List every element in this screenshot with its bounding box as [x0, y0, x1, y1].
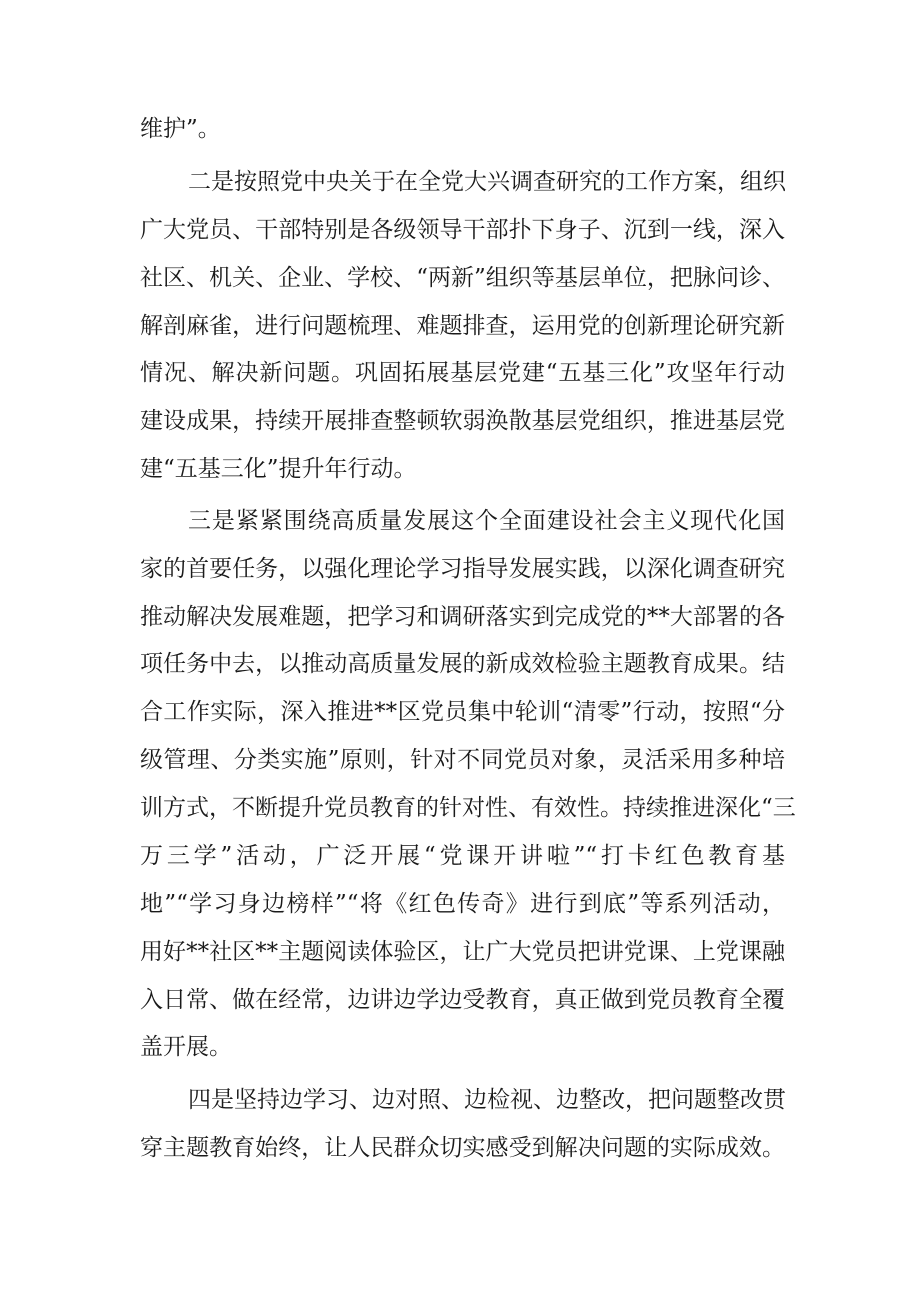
- paragraph-2-line-5: 情况、解决新问题。巩固拓展基层党建“五基三化”攻坚年行动: [140, 360, 785, 386]
- paragraph-3-line-10: 用好**社区**主题阅读体验区，让广大党员把讲党课、上党课融: [140, 939, 785, 965]
- paragraph-3-line-5: 合工作实际，深入推进**区党员集中轮训“清零”行动，按照“分: [140, 699, 785, 725]
- paragraph-3-line-1: 三是紧紧围绕高质量发展这个全面建设社会主义现代化国: [188, 508, 785, 534]
- paragraph-2-line-4: 解剖麻雀，进行问题梳理、难题排查，运用党的创新理论研究新: [140, 313, 785, 339]
- paragraph-1-line-1: 维护”。: [140, 116, 221, 142]
- paragraph-3-line-7: 训方式，不断提升党员教育的针对性、有效性。持续推进深化“三: [140, 795, 796, 821]
- paragraph-4-line-1: 四是坚持边学习、边对照、边检视、边整改，把问题整改贯: [188, 1087, 786, 1113]
- paragraph-3-line-9: 地”“学习身边榜样”“将《红色传奇》进行到底”等系列活动，: [140, 891, 785, 917]
- paragraph-3-line-11: 入日常、做在经常，边讲边学边受教育，真正做到党员教育全覆: [140, 987, 785, 1013]
- paragraph-2-line-2: 广大党员、干部特别是各级领导干部扑下身子、沉到一线，深入: [140, 217, 785, 243]
- paragraph-3-line-12: 盖开展。: [140, 1034, 232, 1060]
- paragraph-2-line-6: 建设成果，持续开展排查整顿软弱涣散基层党组织，推进基层党: [140, 408, 785, 434]
- paragraph-3-line-8: 万三学”活动，广泛开展“党课开讲啦”“打卡红色教育基: [140, 843, 785, 869]
- paragraph-2-line-3: 社区、机关、企业、学校、“两新”组织等基层单位，把脉问诊、: [140, 265, 785, 291]
- paragraph-4-line-2: 穿主题教育始终，让人民群众切实感受到解决问题的实际成效。: [140, 1135, 785, 1161]
- paragraph-3-line-3: 推动解决发展难题，把学习和调研落实到完成党的**大部署的各: [140, 604, 785, 630]
- paragraph-3-line-4: 项任务中去，以推动高质量发展的新成效检验主题教育成果。结: [140, 651, 785, 677]
- paragraph-2-line-7: 建“五基三化”提升年行动。: [140, 456, 417, 482]
- paragraph-2-line-1: 二是按照党中央关于在全党大兴调查研究的工作方案，组织: [188, 169, 786, 195]
- paragraph-3-line-6: 级管理、分类实施”原则，针对不同党员对象，灵活采用多种培: [140, 747, 785, 773]
- paragraph-3-line-2: 家的首要任务，以强化理论学习指导发展实践，以深化调查研究: [140, 556, 785, 582]
